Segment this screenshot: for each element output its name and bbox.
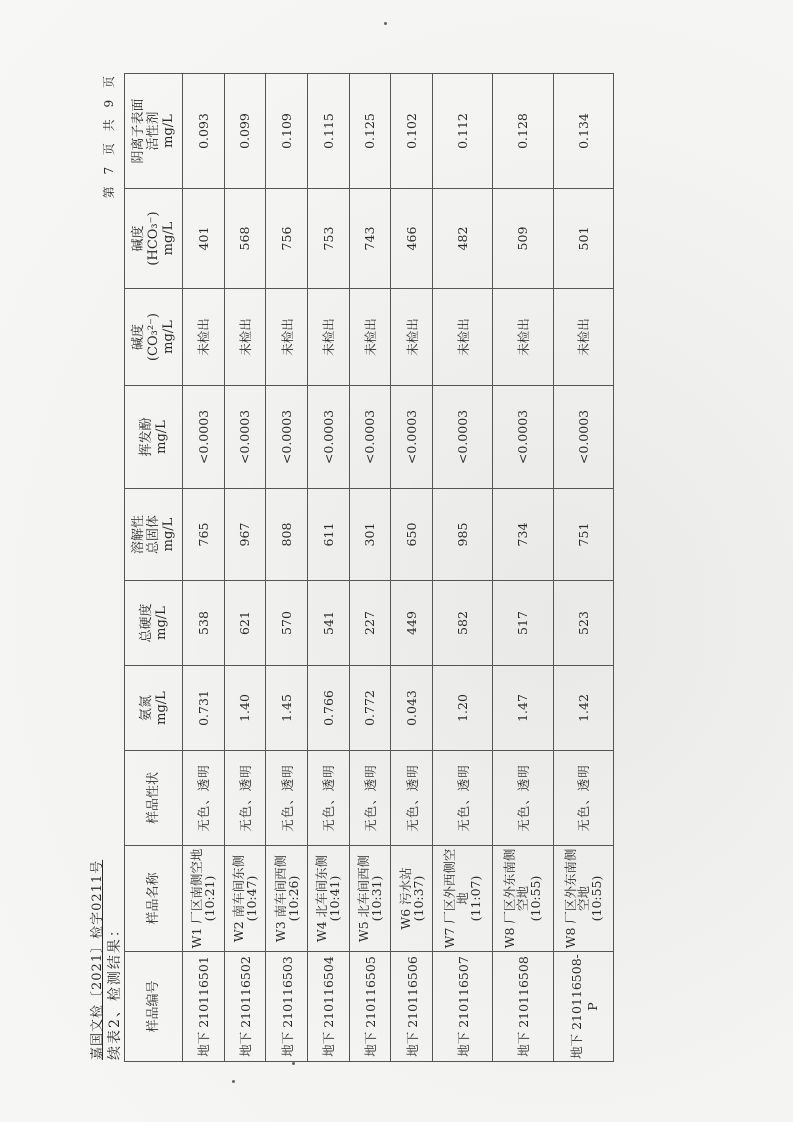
hardness-cell: 227 bbox=[349, 581, 391, 666]
header-line: 氨氮 bbox=[138, 695, 154, 722]
header-line: mg/L bbox=[161, 517, 176, 552]
header-alkalinity-co3 bbox=[125, 289, 183, 386]
sample-time: (10:37) bbox=[410, 875, 426, 922]
hardness-cell: 621 bbox=[224, 581, 266, 666]
sample-id-cell: 地下 210116501 bbox=[183, 952, 225, 1062]
alkalinity-hco3-cell: 509 bbox=[493, 189, 553, 289]
sample-name-cell bbox=[391, 846, 433, 952]
alkalinity-hco3-cell: 756 bbox=[266, 189, 308, 289]
dissolved-solids-cell: 765 bbox=[183, 489, 225, 581]
header-line: mg/L bbox=[153, 691, 169, 725]
alkalinity-co3-cell: 未检出 bbox=[224, 289, 266, 386]
sample-name-cell bbox=[432, 846, 492, 952]
sample-name-cell bbox=[183, 846, 225, 952]
sample-name-cell bbox=[493, 846, 553, 952]
hardness-cell: 449 bbox=[391, 581, 433, 666]
header-line: 碱度 bbox=[131, 225, 146, 252]
alkalinity-co3-cell: 未检出 bbox=[391, 289, 433, 386]
sample-id-cell: 地下 210116505 bbox=[349, 952, 391, 1062]
table-row bbox=[493, 74, 553, 1062]
header-sample-name: 样品名称 bbox=[125, 846, 183, 952]
ammonia-cell: 0.772 bbox=[349, 666, 391, 751]
sample-location: W2 南车间东侧 bbox=[230, 854, 246, 943]
sample-location: W8 厂区外东南侧空地 bbox=[502, 848, 531, 949]
sample-id-cell: 地下 210116502 bbox=[224, 952, 266, 1062]
sample-location: W1 厂区南侧空地 bbox=[189, 848, 205, 949]
sample-location: W4 北车间东侧 bbox=[314, 854, 330, 943]
sample-time: (10:55) bbox=[528, 875, 544, 922]
scan-speck bbox=[292, 1062, 295, 1065]
header-row bbox=[125, 74, 183, 1062]
table-row bbox=[224, 74, 266, 1062]
header-line: 溶解性 bbox=[131, 515, 146, 555]
table-row bbox=[307, 74, 349, 1062]
sample-name-cell bbox=[349, 846, 391, 952]
alkalinity-co3-cell: 未检出 bbox=[349, 289, 391, 386]
hardness-cell: 541 bbox=[307, 581, 349, 666]
ammonia-cell: 0.043 bbox=[391, 666, 433, 751]
hardness-cell: 570 bbox=[266, 581, 308, 666]
sample-location: W5 北车间西侧 bbox=[355, 854, 371, 943]
table-row bbox=[553, 74, 613, 1062]
surfactant-cell: 0.099 bbox=[224, 74, 266, 189]
header-line: 活性剂 bbox=[146, 111, 161, 151]
header-line: mg/L bbox=[161, 221, 176, 256]
sample-location: W7 厂区外西侧空地 bbox=[442, 848, 471, 949]
sample-time: (10:31) bbox=[368, 875, 384, 922]
header-volatile-phenol bbox=[125, 386, 183, 489]
rotated-report-page bbox=[78, 62, 638, 1062]
sample-id-cell: 地下 210116503 bbox=[266, 952, 308, 1062]
hardness-cell: 538 bbox=[183, 581, 225, 666]
scan-speck bbox=[384, 22, 387, 25]
header-total-hardness bbox=[125, 581, 183, 666]
sample-name-cell bbox=[553, 846, 613, 952]
sample-property-cell: 无色、透明 bbox=[493, 751, 553, 846]
alkalinity-co3-cell: 未检出 bbox=[307, 289, 349, 386]
sample-time: (10:47) bbox=[243, 875, 259, 922]
table-title: 续表2、检测结果： bbox=[107, 921, 123, 1060]
alkalinity-hco3-cell: 753 bbox=[307, 189, 349, 289]
sample-time: (10:21) bbox=[202, 875, 218, 922]
alkalinity-co3-cell: 未检出 bbox=[183, 289, 225, 386]
alkalinity-hco3-cell: 568 bbox=[224, 189, 266, 289]
volatile-phenol-cell: <0.0003 bbox=[493, 386, 553, 489]
ammonia-cell: 1.45 bbox=[266, 666, 308, 751]
header-line: (CO₃²⁻) bbox=[146, 312, 161, 362]
surfactant-cell: 0.112 bbox=[432, 74, 492, 189]
ammonia-cell: 0.766 bbox=[307, 666, 349, 751]
ammonia-cell: 1.42 bbox=[553, 666, 613, 751]
hardness-cell: 523 bbox=[553, 581, 613, 666]
surfactant-cell: 0.134 bbox=[553, 74, 613, 189]
surfactant-cell: 0.109 bbox=[266, 74, 308, 189]
ammonia-cell: 1.20 bbox=[432, 666, 492, 751]
volatile-phenol-cell: <0.0003 bbox=[432, 386, 492, 489]
header-anionic-surfactant bbox=[125, 74, 183, 189]
alkalinity-hco3-cell: 501 bbox=[553, 189, 613, 289]
sample-time: (10:55) bbox=[588, 875, 604, 922]
alkalinity-co3-cell: 未检出 bbox=[553, 289, 613, 386]
header-sample-id: 样品编号 bbox=[125, 952, 183, 1062]
table-row bbox=[183, 74, 225, 1062]
alkalinity-co3-cell: 未检出 bbox=[432, 289, 492, 386]
alkalinity-hco3-cell: 482 bbox=[432, 189, 492, 289]
hardness-cell: 517 bbox=[493, 581, 553, 666]
ammonia-cell: 1.47 bbox=[493, 666, 553, 751]
header-line: 碱度 bbox=[131, 324, 146, 351]
volatile-phenol-cell: <0.0003 bbox=[183, 386, 225, 489]
report-number: 嘉国文检〔2021〕检字0211号 bbox=[90, 859, 105, 1060]
header-line: mg/L bbox=[161, 320, 176, 354]
header-line: mg/L bbox=[161, 114, 176, 148]
sample-location: W8 厂区外东南侧空地 bbox=[562, 848, 591, 949]
header-line: mg/L bbox=[153, 606, 169, 640]
dissolved-solids-cell: 650 bbox=[391, 489, 433, 581]
alkalinity-co3-cell: 未检出 bbox=[493, 289, 553, 386]
sample-time: (10:26) bbox=[285, 875, 301, 922]
dissolved-solids-cell: 751 bbox=[553, 489, 613, 581]
alkalinity-hco3-cell: 466 bbox=[391, 189, 433, 289]
surfactant-cell: 0.102 bbox=[391, 74, 433, 189]
ammonia-cell: 1.40 bbox=[224, 666, 266, 751]
table-row bbox=[266, 74, 308, 1062]
sample-id-cell: 地下 210116506 bbox=[391, 952, 433, 1062]
sample-property-cell: 无色、透明 bbox=[266, 751, 308, 846]
sample-property-cell: 无色、透明 bbox=[432, 751, 492, 846]
results-table bbox=[124, 73, 614, 1062]
sample-property-cell: 无色、透明 bbox=[553, 751, 613, 846]
volatile-phenol-cell: <0.0003 bbox=[553, 386, 613, 489]
alkalinity-hco3-cell: 743 bbox=[349, 189, 391, 289]
sample-property-cell: 无色、透明 bbox=[307, 751, 349, 846]
header-line: (HCO₃⁻) bbox=[146, 211, 161, 266]
sample-property-cell: 无色、透明 bbox=[391, 751, 433, 846]
sample-time: (11:07) bbox=[468, 875, 484, 922]
surfactant-cell: 0.115 bbox=[307, 74, 349, 189]
sample-time: (10:41) bbox=[327, 875, 343, 922]
header-dissolved-solids bbox=[125, 489, 183, 581]
dissolved-solids-cell: 808 bbox=[266, 489, 308, 581]
sample-location: W3 南车间西侧 bbox=[272, 854, 288, 943]
surfactant-cell: 0.125 bbox=[349, 74, 391, 189]
table-row bbox=[391, 74, 433, 1062]
header-line: 总硬度 bbox=[138, 603, 154, 643]
volatile-phenol-cell: <0.0003 bbox=[349, 386, 391, 489]
sample-name-cell bbox=[266, 846, 308, 952]
header-sample-property: 样品性状 bbox=[125, 751, 183, 846]
sample-property-cell: 无色、透明 bbox=[349, 751, 391, 846]
header-line: 总固体 bbox=[146, 515, 161, 555]
dissolved-solids-cell: 985 bbox=[432, 489, 492, 581]
header-ammonia bbox=[125, 666, 183, 751]
sample-name-cell bbox=[224, 846, 266, 952]
dissolved-solids-cell: 734 bbox=[493, 489, 553, 581]
dissolved-solids-cell: 967 bbox=[224, 489, 266, 581]
alkalinity-hco3-cell: 401 bbox=[183, 189, 225, 289]
header-line: 阴离子表面 bbox=[131, 98, 146, 164]
dissolved-solids-cell: 611 bbox=[307, 489, 349, 581]
surfactant-cell: 0.093 bbox=[183, 74, 225, 189]
scan-speck bbox=[232, 1080, 235, 1083]
sample-id-cell: 地下 210116507 bbox=[432, 952, 492, 1062]
volatile-phenol-cell: <0.0003 bbox=[307, 386, 349, 489]
sample-id-cell: 地下 210116504 bbox=[307, 952, 349, 1062]
volatile-phenol-cell: <0.0003 bbox=[266, 386, 308, 489]
table-row bbox=[349, 74, 391, 1062]
table-row bbox=[432, 74, 492, 1062]
header-line: mg/L bbox=[153, 420, 169, 454]
sample-property-cell: 无色、透明 bbox=[183, 751, 225, 846]
header-line: 挥发酚 bbox=[138, 417, 154, 457]
alkalinity-co3-cell: 未检出 bbox=[266, 289, 308, 386]
dissolved-solids-cell: 301 bbox=[349, 489, 391, 581]
hardness-cell: 582 bbox=[432, 581, 492, 666]
surfactant-cell: 0.128 bbox=[493, 74, 553, 189]
sample-id-cell: 地下 210116508 bbox=[493, 952, 553, 1062]
header-alkalinity-hco3 bbox=[125, 189, 183, 289]
page-number: 第 7 页 共 9 页 bbox=[102, 72, 116, 199]
sample-name-cell bbox=[307, 846, 349, 952]
sample-id-cell: 地下 210116508-P bbox=[553, 952, 613, 1062]
ammonia-cell: 0.731 bbox=[183, 666, 225, 751]
sample-location: W6 污水站 bbox=[397, 867, 413, 930]
volatile-phenol-cell: <0.0003 bbox=[224, 386, 266, 489]
sample-property-cell: 无色、透明 bbox=[224, 751, 266, 846]
volatile-phenol-cell: <0.0003 bbox=[391, 386, 433, 489]
